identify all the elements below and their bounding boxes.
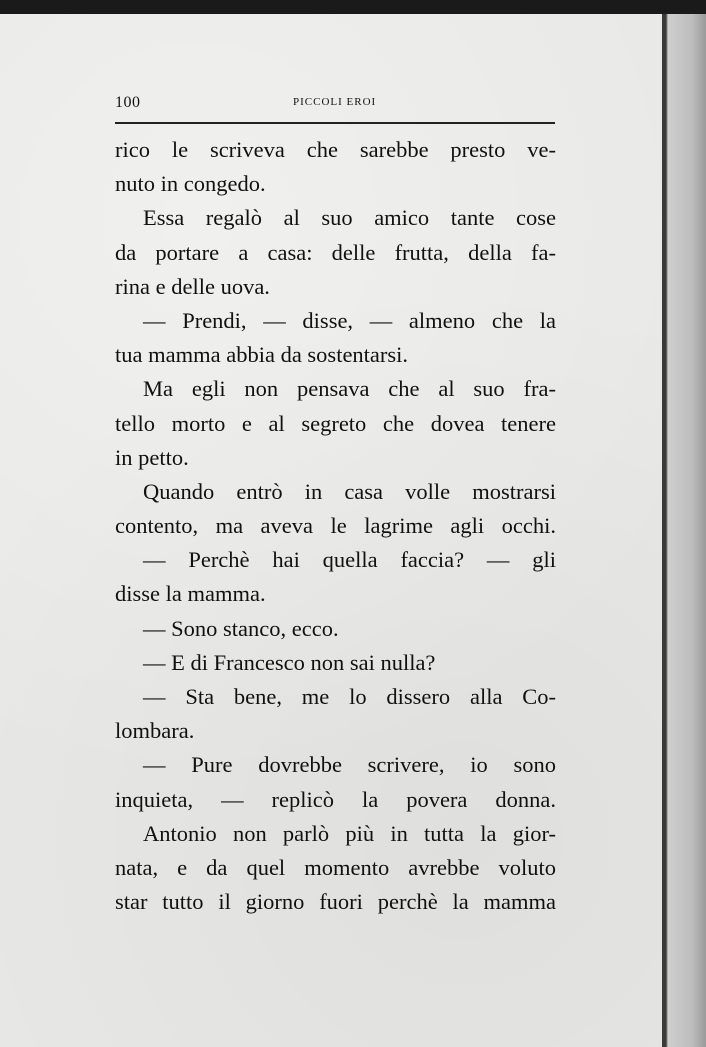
page-gutter-edge — [662, 14, 706, 1047]
scan-top-border — [0, 0, 706, 14]
text-line: rico le scriveva che sarebbe presto ve- — [115, 137, 556, 162]
text-line: rina e delle uova. — [115, 273, 270, 299]
body-text — [115, 133, 556, 919]
text-line: nata, e da quel momento avrebbe voluto — [115, 854, 556, 880]
text-line: Ma egli non pensava che al suo fra- — [143, 376, 556, 402]
text-line: tello morto e al segreto che dovea tenere — [115, 410, 556, 436]
text-line: — Perchè hai quella faccia? — gli — [143, 547, 556, 573]
text-line: — Sono stanco, ecco. — [143, 615, 339, 641]
text-line: nuto in congedo. — [115, 171, 266, 197]
text-line: Quando entrò in casa volle mostrarsi — [143, 478, 556, 504]
text-line: tua mamma abbia da sostentarsi. — [115, 342, 409, 368]
text-line: — Pure dovrebbe scrivere, io sono — [143, 752, 556, 778]
text-line: Antonio non parlò più in tutta la gior- — [143, 820, 556, 846]
text-line: — Prendi, — disse, — almeno che la — [143, 307, 556, 333]
text-line: lombara. — [115, 718, 195, 744]
text-line: — E di Francesco non sai nulla? — [143, 649, 436, 675]
text-line: in petto. — [115, 444, 189, 470]
text-line: disse la mamma. — [115, 581, 266, 607]
page-number: 100 — [115, 94, 141, 111]
text-line: contento, ma aveva le lagrime agli occhi. — [115, 513, 556, 539]
text-line: da portare a casa: delle frutta, della fa- — [115, 239, 556, 265]
text-line: star tutto il giorno fuori perchè la mamma — [115, 889, 556, 915]
text-line: Essa regalò al suo amico tante cose — [143, 205, 556, 231]
running-title: PICCOLI EROI — [293, 96, 377, 108]
header-rule — [115, 122, 555, 124]
running-head — [115, 94, 555, 116]
text-line: — Sta bene, me lo dissero alla Co- — [143, 684, 556, 709]
text-line: inquieta, — replicò la povera donna. — [115, 786, 556, 812]
